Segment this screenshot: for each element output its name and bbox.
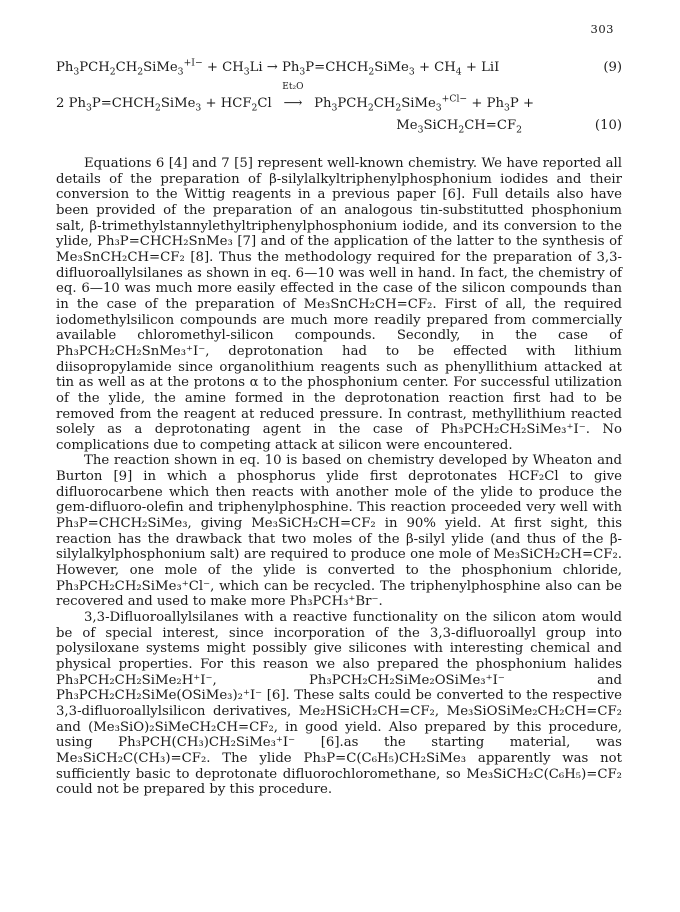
paragraph-2: The reaction shown in eq. 10 is based on chemistry developed by Wheaton and Burton [9] in which a phosphorus ylide first deprotonates HCF₂Cl to give difluorocarbene which then reacts with another mole of the ylide to produce the gem-difluoro-olefin and triphenylphosphine. This reaction proceeded very well with Ph₃P=CHCH₂SiMe₃, giving Me₃SiCH₂CH=CF₂ in 90% yield. At first sight, this reaction has the drawback that two moles of the β-silyl ylide (and thus of the β-silylalkylphosphonium salt) are required to produce one mole of Me₃SiCH₂CH=CF₂. However, one mole of the ylide is converted to the phosphonium chloride, Ph₃PCH₂CH₂SiMe₃⁺Cl⁻, which can be recycled. The triphenylphosphine also can be recovered and used to make more Ph₃PCH₃⁺Br⁻. — [56, 453, 622, 610]
equation-9 — [56, 58, 622, 80]
equation-10-line-2 — [56, 116, 622, 138]
equation-block — [56, 58, 622, 138]
page-number: 303 — [590, 22, 614, 36]
equation-10-right: $Ph_3PCH_2CH_2SiMe_3^{+Cl-} + Ph_3P$ + — [314, 93, 534, 114]
body-text — [56, 156, 622, 798]
equation-9-number: (9) — [603, 60, 622, 75]
paragraph-1: Equations 6 [4] and 7 [5] represent well-known chemistry. We have reported all details of the preparation of β-silylalkyltriphenylphosphonium iodides and their conversion to the Wittig reagents in a previous paper [6]. Full details also have been provided of the preparation of an analogous tin-substitutted phosphonium salt, β-trimethylstannylethyltriphenylphosphonium iodide, and its conversion to the ylide, Ph₃P=CHCH₂SnMe₃ [7] and of the application of the latter to the synthesis of Me₃SnCH₂CH=CF₂ [8]. Thus the methodology required for the preparation of 3,3-difluoroallylsilanes as shown in eq. 6—10 was well in hand. In fact, the chemistry of eq. 6—10 was much more easily effected in the case of the silicon compounds than in the case of the preparation of Me₃SnCH₂CH=CF₂. First of all, the required iodomethylsilicon compounds are much more readily prepared from commercially available chloromethyl-silicon compounds. Secondly, in the case of Ph₃PCH₂CH₂SnMe₃⁺I⁻, deprotonation had to be effected with lithium diisopropylamide since organolithium reagents such as phenyllithium attacked at tin as well as at the protons α to the phosphonium center. For successful utilization of the ylide, the amine formed in the deprotonation reaction first had to be removed from the reagent at reduced pressure. In contrast, methyllithium reacted solely as a deprotonating agent in the case of Ph₃PCH₂CH₂SiMe₃⁺I⁻. No complications due to competing attack at silicon were encountered. — [56, 156, 622, 453]
paragraph-3: 3,3-Difluoroallylsilanes with a reactive functionality on the silicon atom would be of special interest, since incorporation of the 3,3-difluoroallyl group into polysiloxane systems might possibly give silicones with interesting chemical and physical properties. For this reason we also prepared the phosphonium halides Ph₃PCH₂CH₂SiMe₂H⁺I⁻, Ph₃PCH₂CH₂SiMe₂OSiMe₃⁺I⁻ and Ph₃PCH₂CH₂SiMe(OSiMe₃)₂⁺I⁻ [6]. These salts could be converted to the respective 3,3-difluoroallylsilicon derivatives, Me₂HSiCH₂CH=CF₂, Me₃SiOSiMe₂CH₂CH=CF₂ and (Me₃SiO)₂SiMeCH₂CH=CF₂, in good yield. Also prepared by this procedure, using Ph₃PCH(CH₃)CH₂SiMe₃⁺I⁻ [6].as the starting material, was Me₃SiCH₂C(CH₃)=CF₂. The ylide Ph₃P=C(C₆H₅)CH₂SiMe₃ apparently was not sufficiently basic to deprotonate difluorochloromethane, so Me₃SiCH₂C(C₆H₅)=CF₂ could not be prepared by this procedure. — [56, 610, 622, 798]
equation-9-body: $Ph_3PCH_2CH_2SiMe_3^{+I-} + CH_3Li$ → $Ph_3P=CHCH_2SiMe_3 + CH_4$ + LiI — [56, 57, 500, 78]
equation-10-left: 2 $Ph_3P=CHCH_2SiMe_3 + HCF_2Cl$ — [56, 96, 272, 114]
reaction-arrow: Et₂O ⟶ — [276, 94, 310, 114]
equation-10-product: $Me_3SiCH_2CH=CF_2$ — [396, 118, 522, 136]
equation-10-line-1 — [56, 82, 622, 116]
equation-10-number: (10) — [594, 118, 622, 133]
arrow-condition-label: Et₂O — [282, 82, 304, 92]
